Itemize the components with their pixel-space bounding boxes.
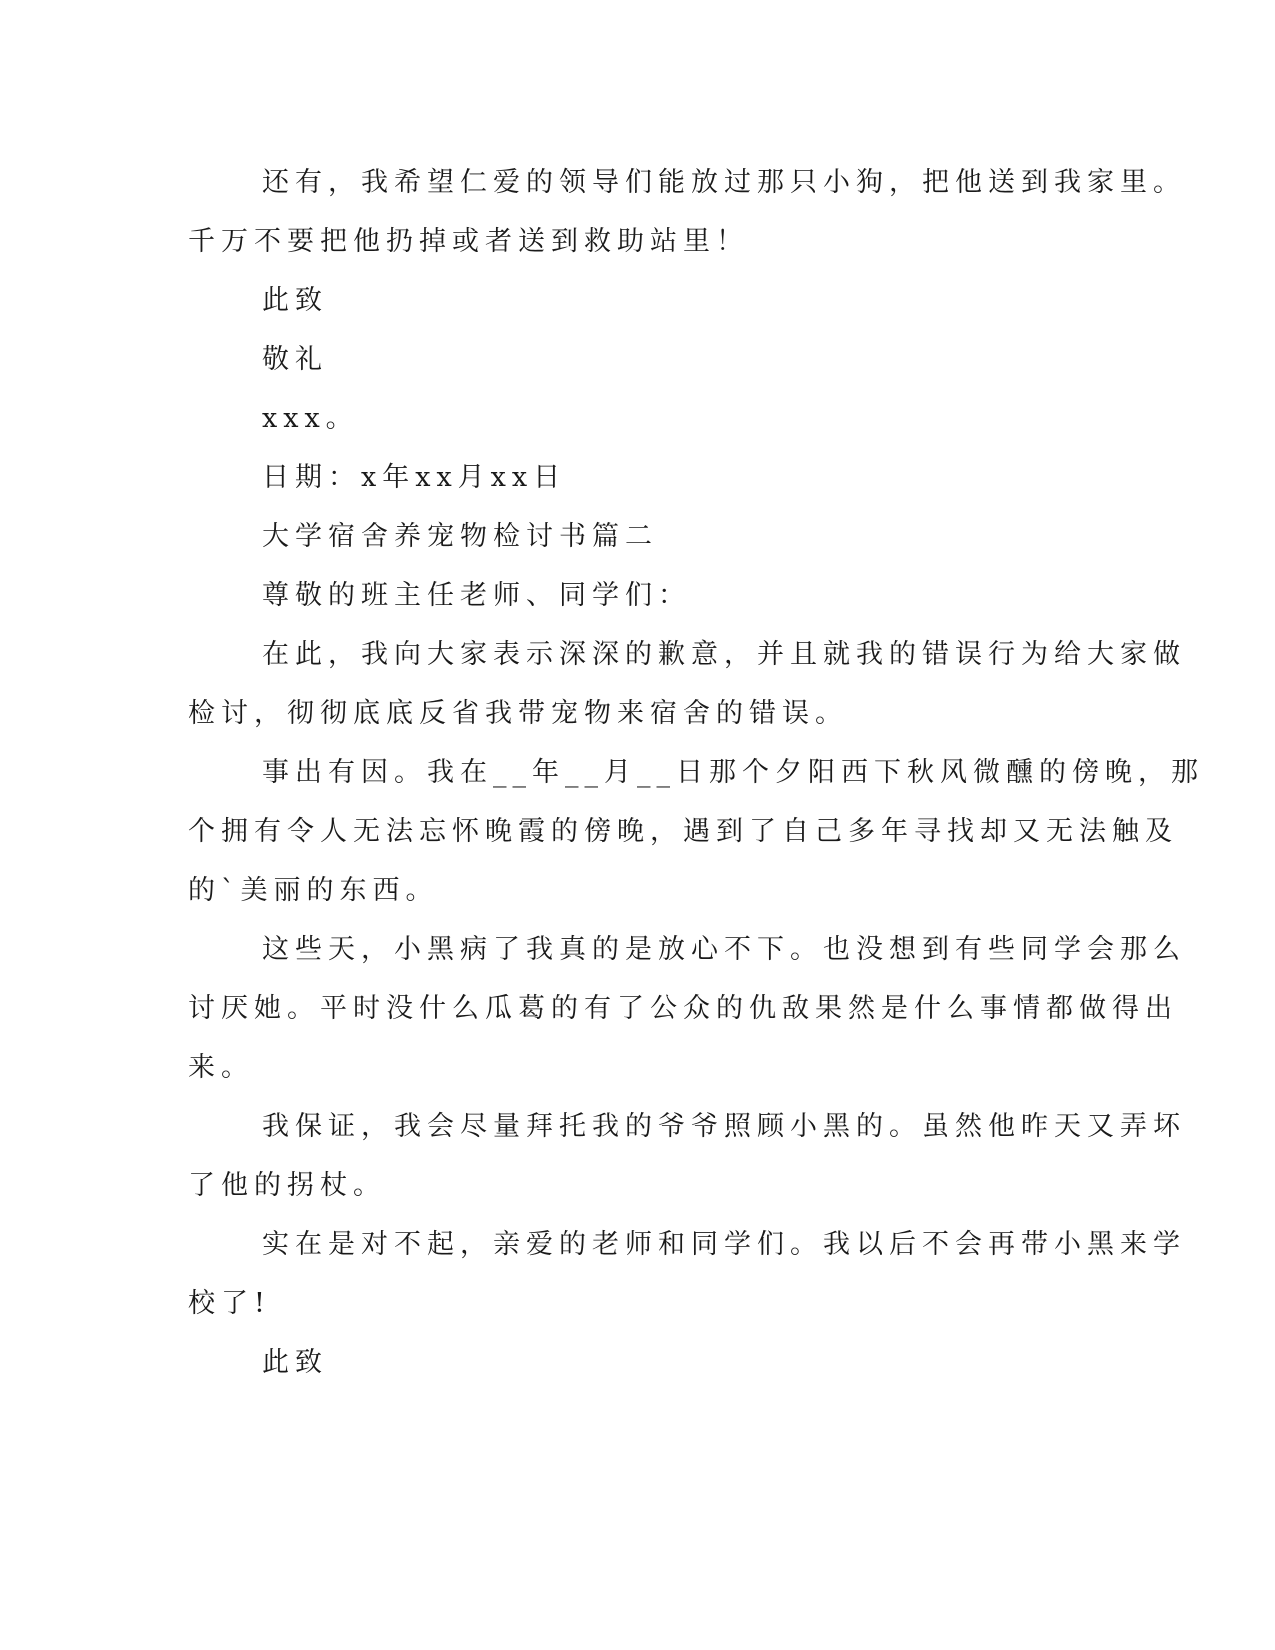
closing-salutation: 此致: [262, 1347, 328, 1378]
text-line: 这些天，小黑病了我真的是放心不下。也没想到有些同学会那么: [262, 934, 1186, 965]
closing-salutation: 此致: [262, 285, 328, 316]
text-line: 事出有因。我在__年__月__日那个夕阳西下秋风微醺的傍晚，那: [262, 757, 1204, 788]
text-line: 个拥有令人无法忘怀晚霞的傍晚，遇到了自己多年寻找却又无法触及: [188, 816, 1178, 847]
closing-regards: 敬礼: [262, 344, 328, 375]
text-line: 还有，我希望仁爱的领导们能放过那只小狗，把他送到我家里。: [262, 167, 1186, 198]
text-line: 我保证，我会尽量拜托我的爷爷照顾小黑的。虽然他昨天又弄坏: [262, 1111, 1186, 1142]
text-line: 了他的拐杖。: [188, 1170, 386, 1201]
text-line: 千万不要把他扔掉或者送到救助站里！: [188, 226, 749, 257]
section-title: 大学宿舍养宠物检讨书篇二: [262, 521, 658, 552]
text-line: 的`美丽的东西。: [188, 875, 439, 906]
text-line: 实在是对不起，亲爱的老师和同学们。我以后不会再带小黑来学: [262, 1229, 1186, 1260]
text-line: 来。: [188, 1052, 254, 1083]
text-line: 校了!: [188, 1288, 271, 1319]
text-line: 检讨，彻彻底底反省我带宠物来宿舍的错误。: [188, 698, 848, 729]
text-line: 在此，我向大家表示深深的歉意，并且就我的错误行为给大家做: [262, 639, 1186, 670]
greeting: 尊敬的班主任老师、同学们：: [262, 580, 691, 611]
date-line: 日期：x年xx月xx日: [262, 462, 567, 493]
signature-name: xxx。: [262, 403, 359, 434]
text-line: 讨厌她。平时没什么瓜葛的有了公众的仇敌果然是什么事情都做得出: [188, 993, 1178, 1024]
